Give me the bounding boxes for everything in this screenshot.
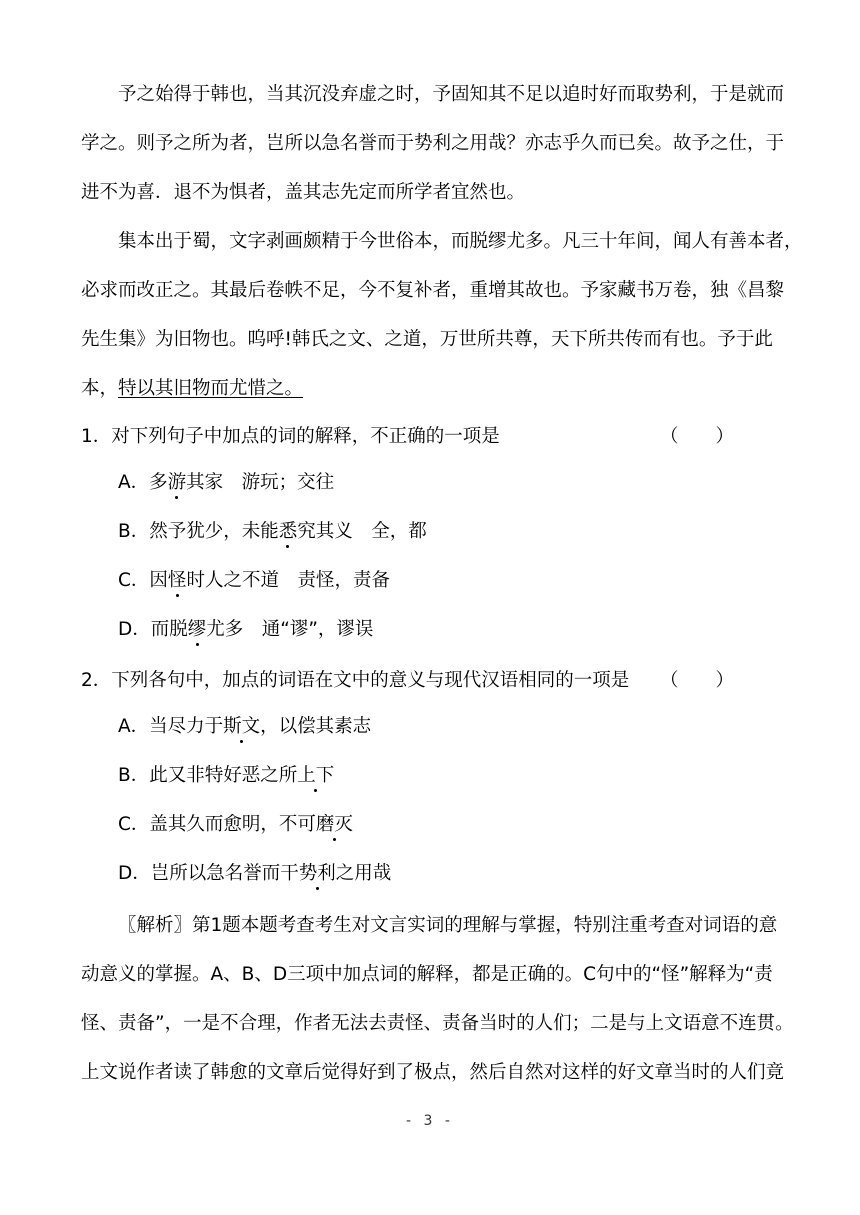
- passage-line: 学之。则予之所为者，岂所以急名誉而于势利之用哉？亦志乎久而已矣。故予之仕，于: [81, 133, 785, 154]
- passage-line: 予之始得于韩也，当其沉没弃虚之时，予固知其不足以追时好而取势利，于是就而: [118, 84, 785, 105]
- option-text: 其家 游玩；交往: [186, 472, 335, 493]
- option-text: ，以偿其素志: [260, 716, 372, 737]
- passage-line: 先生集》为旧物也。呜呼!韩氏之文、之道，万世所共尊，天下所共传而有也。予于此: [81, 329, 773, 350]
- dotted-word: 怪: [167, 570, 187, 591]
- option-text: B．然予犹少，未能: [118, 521, 279, 542]
- underlined-sentence: 特以其旧物而尤惜之。: [118, 378, 304, 399]
- dotted-word: 斯文: [223, 716, 261, 737]
- option-c: [118, 813, 353, 837]
- question-2-stem: 2．下列各句中，加点的词语在文中的意义与现代汉语相同的一项是: [81, 670, 630, 691]
- passage-text: 本，: [81, 378, 119, 399]
- option-a: [118, 715, 371, 739]
- option-text: C．因: [118, 570, 168, 591]
- analysis-line: 〖解析〗第1题本题考查考生对文言实词的理解与掌握，特别注重考查对词语的意: [118, 915, 778, 936]
- option-text: C．盖其久而愈明，不可: [118, 814, 316, 835]
- analysis-line: 上文说作者读了韩愈的文章后觉得好到了极点，然后自然对这样的好文章当时的人们竟: [81, 1062, 785, 1083]
- answer-bracket: （ ）: [660, 426, 735, 447]
- analysis-line: 动意义的掌握。A、B、D三项中加点词的解释，都是正确的。C句中的“怪”解释为“责: [81, 964, 773, 985]
- option-d: [118, 618, 373, 642]
- option-text: 究其义 全，都: [297, 521, 427, 542]
- option-a: [118, 471, 334, 495]
- answer-bracket: （ ）: [660, 670, 735, 691]
- option-text: D．岂所以急名誉而干: [118, 863, 299, 884]
- dotted-word: 悉: [278, 521, 298, 542]
- option-c: [118, 569, 390, 593]
- page-number: - 3 -: [406, 1113, 454, 1129]
- option-text: A．多: [118, 472, 168, 493]
- option-text: 之用哉: [335, 863, 392, 884]
- option-text: A．当尽力于: [118, 716, 224, 737]
- option-text: D．而脱: [118, 619, 188, 640]
- option-text: 时人之不道 责怪，责备: [186, 570, 390, 591]
- passage-line: 集本出于蜀，文字剥画颇精于今世俗本，而脱缪尤多。凡三十年间，闻人有善本者，: [118, 231, 803, 252]
- dotted-word: 磨灭: [315, 814, 353, 835]
- option-b: [118, 520, 427, 544]
- dotted-word: 上下: [297, 765, 335, 786]
- option-text: 尤多 通“谬”，谬误: [206, 619, 374, 640]
- dotted-word: 缪: [187, 619, 207, 640]
- option-text: B．此又非特好恶之所: [118, 765, 298, 786]
- analysis-line: 怪、责备”，一是不合理，作者无法去责怪、责备当时的人们；二是与上文语意不连贯。: [81, 1013, 794, 1034]
- passage-line: [81, 377, 303, 401]
- passage-line: 必求而改正之。其最后卷帙不足，今不复补者，重增其故也。予家藏书万卷，独《昌黎: [81, 280, 785, 301]
- question-1-stem: 1．对下列句子中加点的词的解释，不正确的一项是: [81, 426, 500, 447]
- option-b: [118, 764, 334, 788]
- dotted-word: 势利: [298, 863, 336, 884]
- passage-line: 进不为喜．退不为惧者，盖其志先定而所学者宜然也。: [81, 182, 526, 203]
- dotted-word: 游: [167, 472, 187, 493]
- option-d: [118, 862, 391, 886]
